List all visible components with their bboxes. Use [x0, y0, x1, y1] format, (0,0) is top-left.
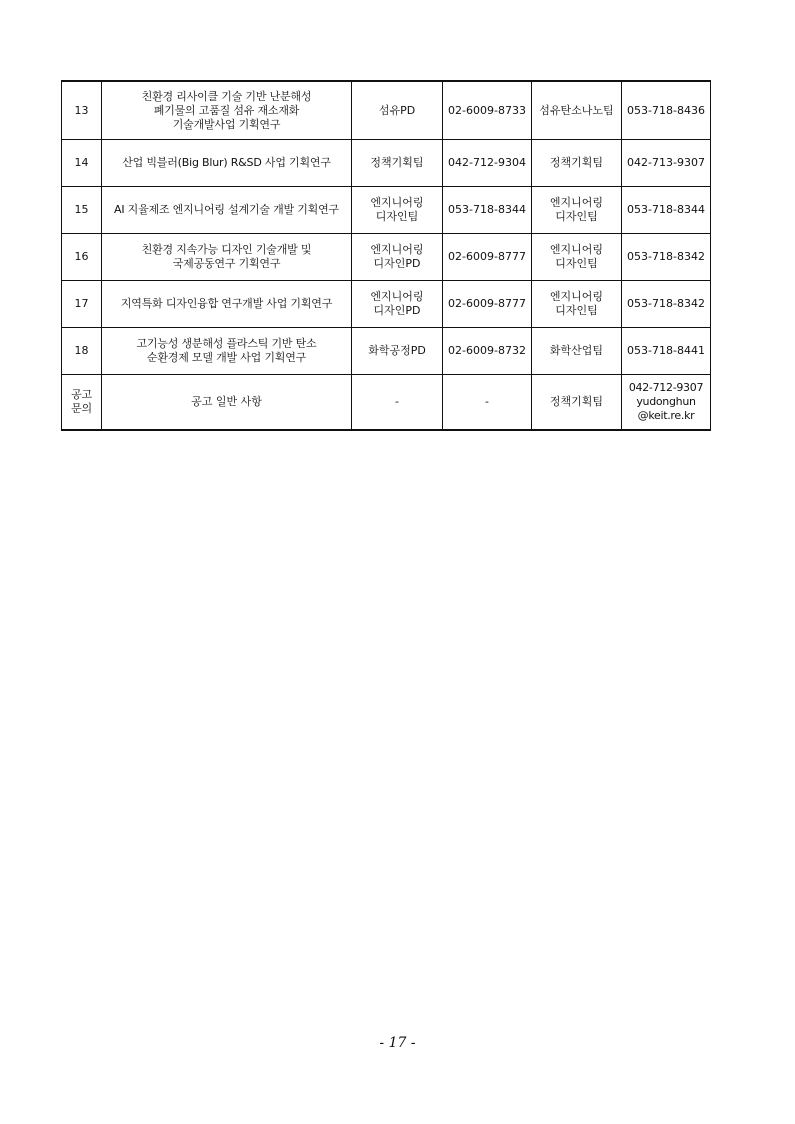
pd-phone: 02-6009-8777: [443, 234, 532, 281]
row-number: 15: [62, 187, 102, 234]
cell-line: 기술개발사업 기획연구: [172, 117, 281, 131]
cell-line: 엔지니어링: [370, 290, 424, 303]
cell-line: 화학산업팀: [549, 344, 604, 357]
table-row: [62, 234, 711, 281]
cell-line: 친환경 지속가능 디자인 기술개발 및: [141, 243, 312, 256]
row-number: 18: [62, 328, 102, 375]
cell-line: 폐기물의 고품질 섬유 재소재화: [153, 103, 300, 117]
cell-line: 엔지니어링: [370, 243, 424, 256]
table-row: [62, 81, 711, 140]
cell-line: 섬유PD: [378, 103, 416, 117]
pd-phone: 053-718-8344: [443, 187, 532, 234]
row-number: 13: [62, 81, 102, 140]
row-number: 17: [62, 281, 102, 328]
cell-line: 순환경제 모델 개발 사업 기획연구: [146, 351, 307, 364]
cell-line: AI 지율제조 엔지니어링 설계기술 개발 기획연구: [114, 203, 339, 216]
row-number: 14: [62, 140, 102, 187]
team-name: [532, 81, 622, 140]
cell-line: 엔지니어링: [549, 243, 604, 256]
cell-line: 디자인팀: [555, 304, 598, 317]
table-row: [62, 328, 711, 375]
contact-pd-phone: -: [443, 375, 532, 431]
table-row: [62, 281, 711, 328]
cell-line: 고기능성 생분해성 플라스틱 기반 탄소: [136, 337, 317, 350]
project-title: [102, 81, 352, 140]
project-title: [102, 234, 352, 281]
cell-line: 엔지니어링: [549, 196, 604, 209]
team-phone: 053-718-8342: [622, 234, 711, 281]
pd-phone: 042-712-9304: [443, 140, 532, 187]
cell-line: 디자인팀: [555, 210, 598, 223]
team-name: [532, 328, 622, 375]
cell-line: 디자인PD: [373, 257, 421, 270]
cell-line: 공고: [71, 388, 92, 401]
pd-phone: 02-6009-8732: [443, 328, 532, 375]
project-title: [102, 281, 352, 328]
contact-title: 공고 일반 사항: [102, 375, 352, 431]
cell-line: 엔지니어링: [549, 290, 604, 303]
cell-line: 화학공정PD: [368, 344, 426, 357]
cell-line: @keit.re.kr: [637, 409, 695, 422]
pd-name: [352, 140, 443, 187]
row-number: 16: [62, 234, 102, 281]
contact-info: [622, 375, 711, 431]
contact-team: 정책기획팀: [532, 375, 622, 431]
cell-line: 친환경 리사이클 기술 기반 난분해성: [141, 89, 312, 103]
cell-line: 정책기획팀: [370, 156, 424, 169]
cell-line: 디자인PD: [373, 304, 421, 317]
cell-line: 섬유탄소나노팀: [539, 103, 614, 117]
team-phone: 042-713-9307: [622, 140, 711, 187]
team-name: [532, 234, 622, 281]
contact-label: [62, 375, 102, 431]
cell-line: 디자인팀: [555, 257, 598, 270]
pd-phone: 02-6009-8733: [443, 81, 532, 140]
cell-line: 지역특화 디자인융합 연구개발 사업 기획연구: [120, 297, 333, 310]
cell-line: 산업 빅블러(Big Blur) R&SD 사업 기획연구: [122, 156, 331, 169]
team-phone: 053-718-8436: [622, 81, 711, 140]
planning-research-table: [61, 80, 711, 431]
team-name: [532, 187, 622, 234]
cell-line: 042-712-9307: [628, 381, 704, 394]
contact-row: [62, 375, 711, 431]
page-number: - 17 -: [379, 1035, 416, 1051]
cell-line: 엔지니어링: [370, 196, 424, 209]
pd-name: [352, 328, 443, 375]
team-phone: 053-718-8441: [622, 328, 711, 375]
pd-name: [352, 281, 443, 328]
team-name: [532, 281, 622, 328]
team-phone: 053-718-8344: [622, 187, 711, 234]
cell-line: 문의: [71, 402, 92, 415]
pd-name: [352, 234, 443, 281]
team-phone: 053-718-8342: [622, 281, 711, 328]
project-title: [102, 187, 352, 234]
project-title: [102, 140, 352, 187]
team-name: [532, 140, 622, 187]
cell-line: yudonghun: [636, 395, 696, 408]
pd-phone: 02-6009-8777: [443, 281, 532, 328]
contact-pd: -: [352, 375, 443, 431]
cell-line: 정책기획팀: [549, 156, 604, 169]
project-title: [102, 328, 352, 375]
table-row: [62, 187, 711, 234]
cell-line: 디자인팀: [375, 210, 419, 223]
cell-line: 국제공동연구 기획연구: [172, 257, 281, 270]
pd-name: [352, 187, 443, 234]
pd-name: [352, 81, 443, 140]
table-row: [62, 140, 711, 187]
